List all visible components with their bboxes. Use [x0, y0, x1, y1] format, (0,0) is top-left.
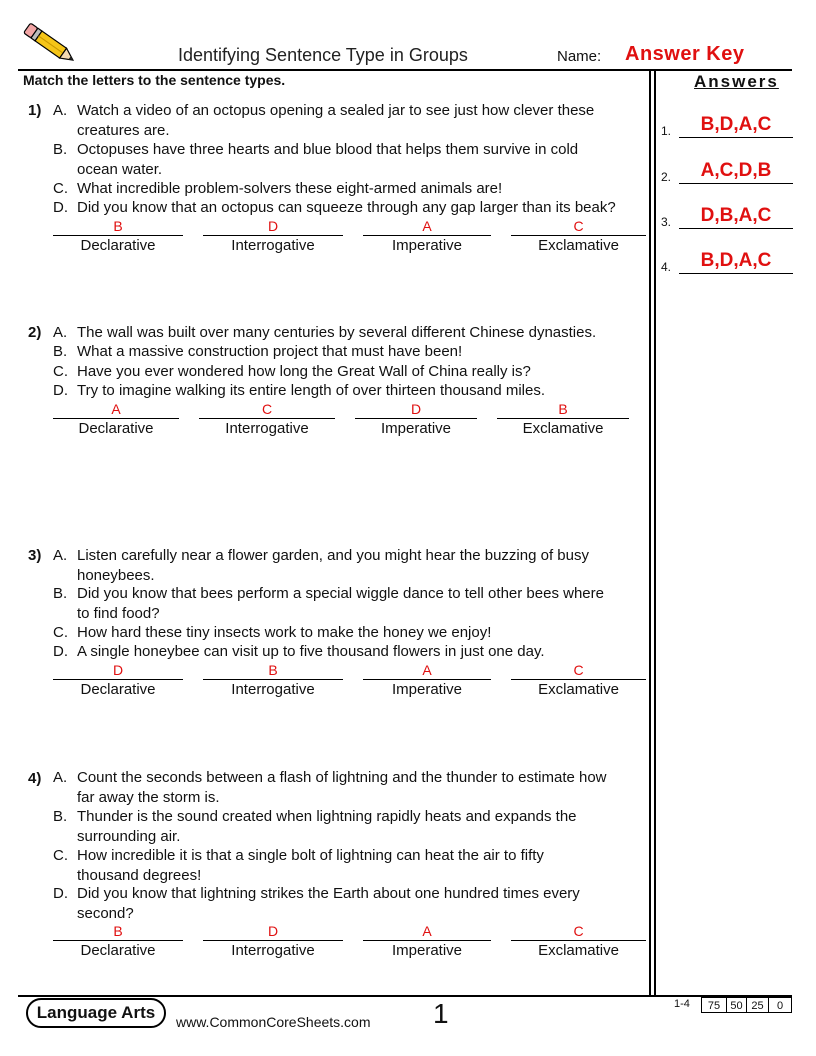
- blank-line: [511, 235, 646, 236]
- sentence-item: [53, 323, 649, 343]
- sentence-letter: B.: [53, 808, 68, 825]
- sentence-type-label: Interrogative: [231, 681, 315, 698]
- blank-declarative[interactable]: [53, 401, 179, 439]
- instructions: Match the letters to the sentence types.: [23, 72, 286, 88]
- sentence-item: [53, 846, 649, 885]
- sentence-item: [53, 381, 649, 401]
- answer-line: [679, 228, 793, 229]
- sentence-letter: D.: [53, 382, 68, 399]
- sentence-text: Count the seconds between a flash of lightning and the thunder to estimate how far away the storm is.: [77, 769, 607, 806]
- sentence-text: Have you ever wondered how long the Great Wall of China really is?: [77, 363, 531, 380]
- blank-line: [363, 235, 491, 236]
- sentence-letter: D.: [53, 885, 68, 902]
- sentence-text: How hard these tiny insects work to make the honey we enjoy!: [77, 624, 492, 641]
- blank-answer: C: [261, 401, 273, 417]
- score-cell: 50: [726, 997, 747, 1013]
- page-number: 1: [433, 998, 449, 1029]
- score-cell: 0: [768, 997, 792, 1013]
- sentence-letter: B.: [53, 585, 68, 602]
- sentence-text: Did you know that lightning strikes the Earth about one hundred times every second?: [77, 885, 580, 922]
- question-number: 1): [28, 102, 42, 119]
- sentence-type-label: Imperative: [391, 681, 463, 698]
- sentence-item: [53, 584, 649, 623]
- sentence-item: [53, 768, 649, 807]
- blank-declarative[interactable]: [53, 923, 183, 961]
- sentence-item: [53, 623, 649, 643]
- sentence-type-label: Interrogative: [225, 420, 309, 437]
- question-number: 3): [28, 547, 42, 564]
- blank-line: [511, 679, 646, 680]
- sentence-text: Octopuses have three hearts and blue blood that helps them survive in cold ocean water.: [77, 141, 579, 178]
- blank-exclamative[interactable]: [497, 401, 629, 439]
- blank-answer: B: [113, 218, 123, 234]
- footer-url: www.CommonCoreSheets.com: [176, 1014, 371, 1030]
- sentence-letter: A.: [53, 102, 68, 119]
- sentence-type-label: Declarative: [80, 942, 156, 959]
- blank-answer: C: [573, 923, 584, 939]
- footer-divider: [18, 995, 792, 997]
- question-number: 4): [28, 770, 42, 787]
- answer-number: 4.: [661, 260, 672, 274]
- sentence-item: [53, 884, 649, 923]
- sentence-type-label: Declarative: [80, 237, 156, 254]
- blank-line: [363, 940, 491, 941]
- question-number: 2): [28, 324, 42, 341]
- sentence-item: [53, 198, 649, 218]
- blank-declarative[interactable]: [53, 218, 183, 256]
- sentence-item: [53, 179, 649, 199]
- blank-line: [53, 235, 183, 236]
- subject-badge: Language Arts: [26, 998, 166, 1028]
- blank-imperative[interactable]: [363, 218, 491, 256]
- pencil-icon: [20, 20, 80, 68]
- sentence-type-label: Declarative: [80, 681, 156, 698]
- blank-line: [203, 679, 343, 680]
- answer-value: A,C,D,B: [700, 160, 772, 181]
- blank-line: [199, 418, 335, 419]
- blank-answer: D: [112, 662, 124, 678]
- sentence-letter: D.: [53, 643, 68, 660]
- worksheet-title: Identifying Sentence Type in Groups: [178, 45, 468, 65]
- blank-line: [53, 418, 179, 419]
- sentence-type-label: Declarative: [78, 420, 154, 437]
- sentence-type-label: Exclamative: [538, 237, 619, 254]
- blank-interrogative[interactable]: [203, 662, 343, 700]
- blank-answer: D: [410, 401, 422, 417]
- sentence-type-label: Exclamative: [538, 942, 619, 959]
- column-divider-left: [649, 70, 651, 996]
- answer-row-1: [661, 110, 793, 140]
- sentence-text: The wall was built over many centuries by several different Chinese dynasties.: [77, 324, 597, 341]
- sentence-type-label: Imperative: [391, 237, 463, 254]
- sentence-letter: A.: [53, 324, 68, 341]
- answer-line: [679, 273, 793, 274]
- blank-answer: B: [113, 923, 123, 939]
- sentence-item: [53, 342, 649, 362]
- answer-row-2: [661, 156, 793, 186]
- sentence-item: [53, 807, 649, 846]
- sentence-type-label: Exclamative: [538, 681, 619, 698]
- sentence-text: How incredible it is that a single bolt of lightning can heat the air to fifty thousand degrees!: [77, 847, 544, 884]
- blank-interrogative[interactable]: [203, 218, 343, 256]
- blank-line: [53, 940, 183, 941]
- blank-line: [53, 679, 183, 680]
- answer-number: 3.: [661, 215, 672, 229]
- answer-key-label: Answer Key: [625, 43, 745, 65]
- sentence-text: A single honeybee can visit up to five thousand flowers in just one day.: [77, 643, 545, 660]
- answer-row-3: [661, 201, 793, 231]
- sentence-letter: C.: [53, 363, 68, 380]
- sentence-text: Did you know that bees perform a special wiggle dance to tell other bees where to find food?: [77, 585, 604, 622]
- sentence-letter: A.: [53, 547, 68, 564]
- answer-row-4: [661, 246, 793, 276]
- blank-line: [363, 679, 491, 680]
- blank-answer: C: [573, 662, 584, 678]
- sentence-letter: D.: [53, 199, 68, 216]
- blank-line: [203, 940, 343, 941]
- column-divider-right: [654, 70, 656, 996]
- answer-line: [679, 137, 793, 138]
- sentence-item: [53, 140, 649, 179]
- sentence-letter: C.: [53, 180, 68, 197]
- sentence-text: Did you know that an octopus can squeeze through any gap larger than its beak?: [77, 199, 616, 216]
- blank-imperative[interactable]: [363, 662, 491, 700]
- sentence-text: Listen carefully near a flower garden, and you might hear the buzzing of busy honeybees.: [77, 547, 589, 584]
- answer-value: D,B,A,C: [700, 205, 772, 226]
- answer-line: [679, 183, 793, 184]
- blank-interrogative[interactable]: [199, 401, 335, 439]
- blank-exclamative[interactable]: [511, 662, 646, 700]
- answer-value: B,D,A,C: [700, 250, 772, 271]
- name-label: Name:: [557, 48, 602, 65]
- sentence-item: [53, 642, 649, 662]
- blank-imperative[interactable]: [363, 923, 491, 961]
- blank-line: [497, 418, 629, 419]
- blank-answer: D: [267, 218, 279, 234]
- answer-number: 1.: [661, 124, 672, 138]
- sentence-type-label: Interrogative: [231, 237, 315, 254]
- blank-answer: C: [573, 218, 584, 234]
- blank-line: [203, 235, 343, 236]
- blank-line: [355, 418, 477, 419]
- sentence-type-label: Imperative: [391, 942, 463, 959]
- blank-answer: A: [422, 923, 432, 939]
- blank-answer: A: [422, 218, 432, 234]
- sentence-letter: A.: [53, 769, 68, 786]
- sentence-text: Watch a video of an octopus opening a sealed jar to see just how clever these creatures are.: [77, 102, 595, 139]
- score-cell: 25: [746, 997, 769, 1013]
- sentence-text: What incredible problem-solvers these eight-armed animals are!: [77, 180, 503, 197]
- sentence-item: [53, 546, 649, 585]
- blank-answer: A: [111, 401, 121, 417]
- sentence-text: Thunder is the sound created when lightning rapidly heats and expands the surrounding air.: [77, 808, 577, 845]
- blank-answer: D: [267, 923, 279, 939]
- answer-value: B,D,A,C: [700, 114, 772, 135]
- answer-number: 2.: [661, 170, 672, 184]
- sentence-item: [53, 101, 649, 140]
- sentence-item: [53, 362, 649, 382]
- answers-heading: Answers: [694, 72, 779, 91]
- blank-line: [511, 940, 646, 941]
- sentence-text: Try to imagine walking its entire length of over thirteen thousand miles.: [77, 382, 546, 399]
- blank-answer: B: [268, 662, 278, 678]
- blank-answer: A: [422, 662, 432, 678]
- score-range-label: 1-4: [674, 998, 690, 1010]
- sentence-letter: B.: [53, 343, 68, 360]
- score-cell: 75: [701, 997, 727, 1013]
- blank-answer: B: [558, 401, 568, 417]
- blank-exclamative[interactable]: [511, 923, 646, 961]
- sentence-type-label: Exclamative: [522, 420, 604, 437]
- sentence-type-label: Imperative: [380, 420, 452, 437]
- blank-imperative[interactable]: [355, 401, 477, 439]
- sentence-letter: B.: [53, 141, 68, 158]
- blank-exclamative[interactable]: [511, 218, 646, 256]
- blank-declarative[interactable]: [53, 662, 183, 700]
- sentence-text: What a massive construction project that must have been!: [77, 343, 463, 360]
- sentence-type-label: Interrogative: [231, 942, 315, 959]
- sentence-letter: C.: [53, 624, 68, 641]
- blank-interrogative[interactable]: [203, 923, 343, 961]
- sentence-letter: C.: [53, 847, 68, 864]
- header-divider: [18, 69, 792, 71]
